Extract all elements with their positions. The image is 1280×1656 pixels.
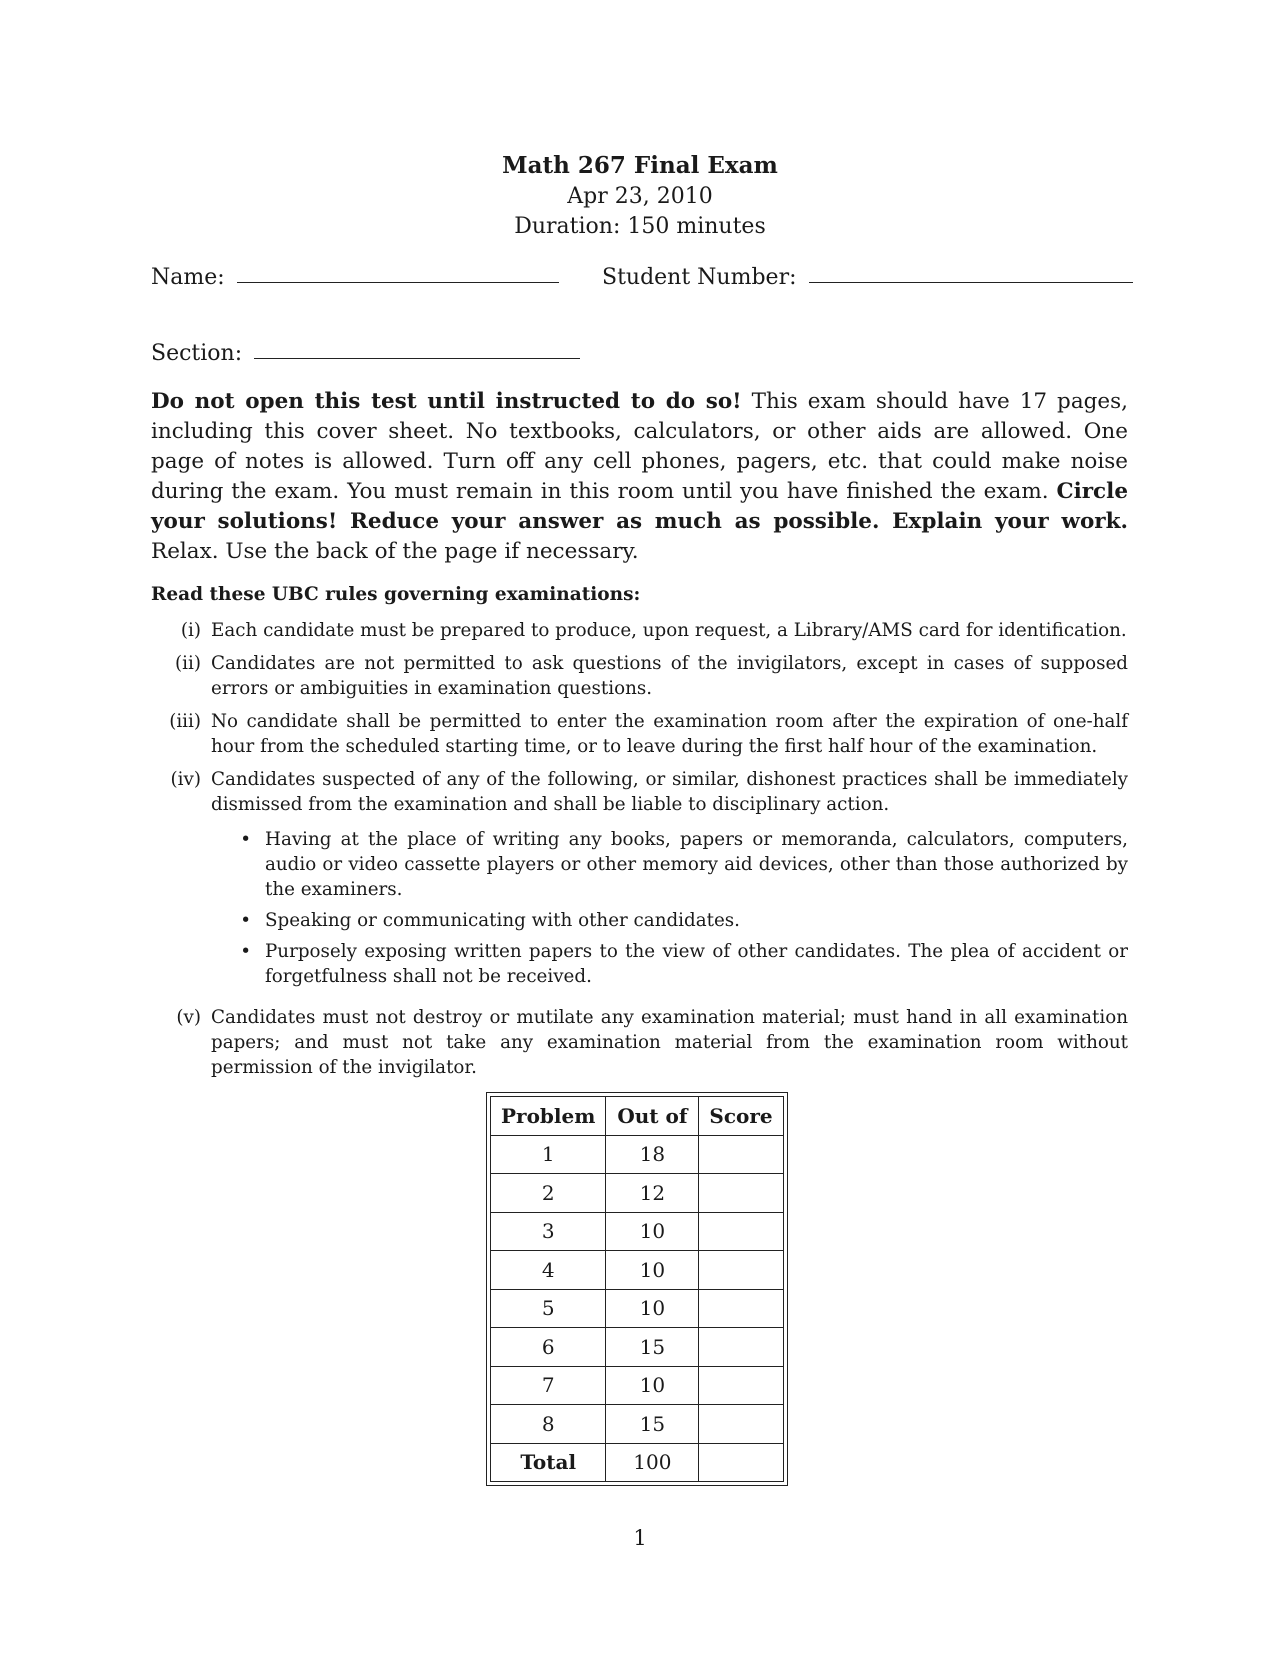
bullet-icon: • (240, 941, 251, 962)
out-of-cell: 10 (606, 1213, 699, 1252)
problem-cell: 5 (491, 1290, 606, 1329)
problem-cell: 8 (491, 1405, 606, 1444)
out-of-cell: 12 (606, 1174, 699, 1213)
out-of-cell: 15 (606, 1328, 699, 1367)
score-cell[interactable] (699, 1328, 782, 1367)
table-row (491, 1367, 783, 1406)
total-label-cell: Total (491, 1444, 606, 1482)
name-field (151, 265, 559, 290)
out-of-cell: 10 (606, 1290, 699, 1329)
score-table (490, 1096, 784, 1482)
table-row (491, 1251, 783, 1290)
exam-header (0, 150, 1280, 242)
student-number-label: Student Number: (602, 265, 797, 290)
table-row-total (491, 1444, 783, 1482)
rule-item (151, 651, 1128, 701)
score-table-container (490, 1096, 784, 1482)
bullet-text: Having at the place of writing any books, papers or memoranda, calculators, computers, audio or video cassette players or other memory aid devices, other than those authorized by the examiners. (265, 829, 1128, 900)
rule-number: (i) (180, 620, 201, 641)
student-number-blank-line[interactable] (809, 281, 1133, 283)
problem-cell: 6 (491, 1328, 606, 1367)
instructions-paragraph (151, 387, 1128, 567)
bullet-icon: • (240, 829, 251, 850)
bullet-text: Speaking or communicating with other candidates. (265, 910, 740, 931)
table-row (491, 1405, 783, 1444)
rule-text: Candidates suspected of any of the following, or similar, dishonest practices shall be immediately dismissed from the examination and shall be liable to disciplinary action. (211, 769, 1128, 815)
bullet-icon: • (240, 910, 251, 931)
score-cell[interactable] (699, 1405, 782, 1444)
bullet-item (211, 908, 1128, 933)
name-blank-line[interactable] (237, 281, 559, 283)
instructions-open-warning: Do not open this test until instructed to do so! (151, 389, 742, 414)
rule-text: Each candidate must be prepared to produce, upon request, a Library/AMS card for identification. (211, 620, 1127, 641)
problem-cell: 2 (491, 1174, 606, 1213)
exam-duration: Duration: 150 minutes (514, 214, 766, 239)
total-out-of-cell: 100 (606, 1444, 699, 1482)
problem-cell: 1 (491, 1136, 606, 1175)
rule-number: (iii) (169, 711, 201, 732)
exam-title: Math 267 Final Exam (502, 152, 778, 179)
rules-heading: Read these UBC rules governing examinations: (151, 584, 641, 605)
header-out-of: Out of (606, 1097, 699, 1136)
rule-number: (iv) (170, 769, 201, 790)
out-of-cell: 18 (606, 1136, 699, 1175)
score-cell[interactable] (699, 1251, 782, 1290)
header-score: Score (699, 1097, 782, 1136)
section-blank-line[interactable] (254, 357, 580, 359)
table-row (491, 1213, 783, 1252)
rule-number: (ii) (175, 653, 201, 674)
page-number: 1 (633, 1526, 647, 1550)
score-cell[interactable] (699, 1213, 782, 1252)
rule-item (151, 709, 1128, 759)
rules-list (151, 618, 1128, 1088)
bullet-text: Purposely exposing written papers to the view of other candidates. The plea of accident or forgetfulness shall not be received. (265, 941, 1128, 987)
rule-text: No candidate shall be permitted to enter the examination room after the expiration of one-half hour from the scheduled starting time, or to leave during the first half hour of the examination. (211, 711, 1128, 757)
score-table-header-row (491, 1097, 783, 1136)
problem-cell: 4 (491, 1251, 606, 1290)
problem-cell: 7 (491, 1367, 606, 1406)
total-score-cell[interactable] (699, 1444, 782, 1482)
section-field (151, 341, 580, 366)
table-row (491, 1136, 783, 1175)
exam-date: Apr 23, 2010 (567, 184, 713, 209)
table-row (491, 1328, 783, 1367)
score-cell[interactable] (699, 1367, 782, 1406)
score-cell[interactable] (699, 1136, 782, 1175)
out-of-cell: 10 (606, 1251, 699, 1290)
rule-number: (v) (176, 1007, 201, 1028)
table-row (491, 1290, 783, 1329)
name-label: Name: (151, 265, 225, 290)
instructions-circle-warning: Circle your solutions! Reduce your answer as much as possible. Explain your work. (151, 479, 1128, 534)
table-row (491, 1174, 783, 1213)
rule-item (151, 767, 1128, 997)
student-number-field (602, 265, 1133, 290)
rule-item (151, 1005, 1128, 1080)
instructions-text-2: Relax. Use the back of the page if necessary. (151, 539, 639, 564)
out-of-cell: 15 (606, 1405, 699, 1444)
header-problem: Problem (491, 1097, 606, 1136)
rule-text: Candidates must not destroy or mutilate any examination material; must hand in all examination papers; and must not take any examination material from the examination room without permission of the invigilator. (211, 1007, 1128, 1078)
rule-text: Candidates are not permitted to ask questions of the invigilators, except in cases of supposed errors or ambiguities in examination questions. (211, 653, 1128, 699)
dishonest-practices-list (211, 827, 1128, 989)
rule-item (151, 618, 1128, 643)
rule-body (211, 767, 1128, 997)
bullet-item (211, 939, 1128, 989)
out-of-cell: 10 (606, 1367, 699, 1406)
section-label: Section: (151, 341, 243, 366)
score-cell[interactable] (699, 1290, 782, 1329)
bullet-item (211, 827, 1128, 902)
score-cell[interactable] (699, 1174, 782, 1213)
problem-cell: 3 (491, 1213, 606, 1252)
instructions-text-1: This exam should have 17 pages, including this cover sheet. No textbooks, calculators, or other aids are allowed. One page of notes is allowed. Turn off any cell phones, pagers, etc. that could make noise during the exam. You must remain in this room until you have finished the exam. (151, 389, 1128, 504)
